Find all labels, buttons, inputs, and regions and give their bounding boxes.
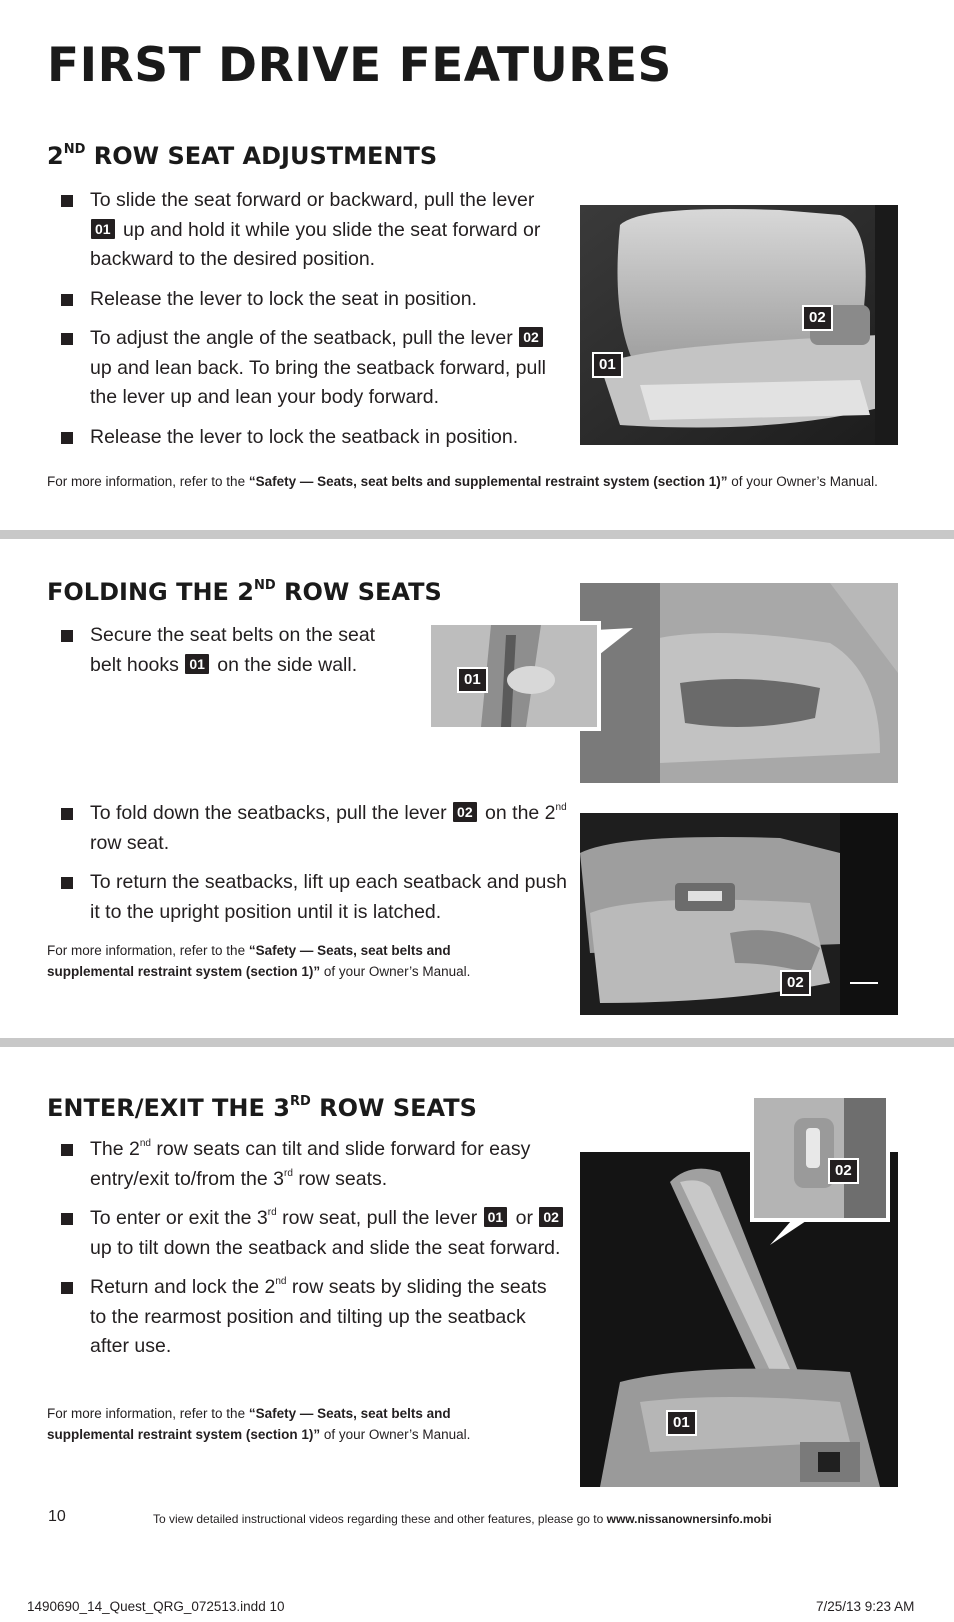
- seatback-fold-photo: [580, 813, 898, 1015]
- section-heading-folding-seats: FOLDING THE 2ND ROW SEATS: [47, 578, 442, 606]
- lever-badge-02: 02: [539, 1207, 563, 1227]
- list-item: Secure the seat belts on the seat belt hooks 01 on the side wall.: [47, 621, 387, 680]
- list-item: To fold down the seatbacks, pull the lever 02 on the 2nd row seat.: [47, 799, 567, 858]
- photo-callout-01: 01: [666, 1410, 697, 1436]
- photo-callout-02: 02: [780, 970, 811, 996]
- lever-badge-02: 02: [519, 327, 543, 347]
- section-note: For more information, refer to the “Safety — Seats, seat belts and supplemental restraint system (section 1)” of your Owner’s Manual.: [47, 474, 878, 489]
- list-item: Release the lever to lock the seat in position.: [47, 285, 567, 315]
- section-note: For more information, refer to the “Safety — Seats, seat belts and supplemental restraint system (section 1)” of your Owner’s Manual.: [47, 1406, 471, 1442]
- lever-badge-01: 01: [91, 219, 115, 239]
- photo-callout-01: 01: [592, 352, 623, 378]
- list-item: To return the seatbacks, lift up each seatback and push it to the upright position until it is latched.: [47, 868, 567, 927]
- list-item: To adjust the angle of the seatback, pull the lever 02 up and lean back. To bring the seatback forward, pull the lever up and lean your body forward.: [47, 324, 567, 413]
- section-heading-seat-adjustments: 2ND ROW SEAT ADJUSTMENTS: [47, 142, 438, 170]
- section-divider: [0, 1038, 954, 1047]
- print-slug-date: 7/25/13 9:23 AM: [816, 1599, 915, 1614]
- section-heading-third-row: ENTER/EXIT THE 3RD ROW SEATS: [47, 1094, 477, 1122]
- footer-link[interactable]: www.nissanownersinfo.mobi: [606, 1512, 772, 1526]
- third-row-list: [47, 1135, 567, 1372]
- page-title: FIRST DRIVE FEATURES: [47, 38, 672, 93]
- side-wall-photo: [580, 583, 898, 783]
- section-divider: [0, 530, 954, 539]
- lever-badge-01: 01: [484, 1207, 508, 1227]
- page-number: 10: [48, 1508, 66, 1525]
- list-item: To slide the seat forward or backward, pull the lever 01 up and hold it while you slide the seat forward or backward to the desired position.: [47, 186, 567, 275]
- hook-inset-photo: [427, 621, 601, 731]
- folding-list-a: [47, 621, 387, 690]
- list-item: Release the lever to lock the seatback in position.: [47, 423, 567, 453]
- lever-inset-photo: [750, 1094, 890, 1222]
- list-item: To enter or exit the 3rd row seat, pull the lever 01 or 02 up to tilt down the seatback and slide the seat forward.: [47, 1204, 567, 1263]
- footer-note: To view detailed instructional videos regarding these and other features, please go to www.nissanownersinfo.mobi: [153, 1512, 772, 1526]
- photo-callout-02: 02: [802, 305, 833, 331]
- hook-badge-01: 01: [185, 654, 209, 674]
- list-item: Return and lock the 2nd row seats by sliding the seats to the rearmost position and tilting up the seatback after use.: [47, 1273, 567, 1362]
- list-item: The 2nd row seats can tilt and slide forward for easy entry/exit to/from the 3rd row seats.: [47, 1135, 567, 1194]
- section-note: For more information, refer to the “Safety — Seats, seat belts and supplemental restraint system (section 1)” of your Owner’s Manual.: [47, 943, 471, 979]
- seat-adjustment-list: [47, 186, 567, 462]
- print-slug-file: 1490690_14_Quest_QRG_072513.indd 10: [27, 1599, 285, 1614]
- folding-list-b: [47, 799, 567, 937]
- inset-callout-02: 02: [828, 1158, 859, 1184]
- seat-adjustment-photo: [580, 205, 898, 445]
- inset-callout-01: 01: [457, 667, 488, 693]
- callout-pointer: [595, 620, 635, 660]
- lever-badge-02: 02: [453, 802, 477, 822]
